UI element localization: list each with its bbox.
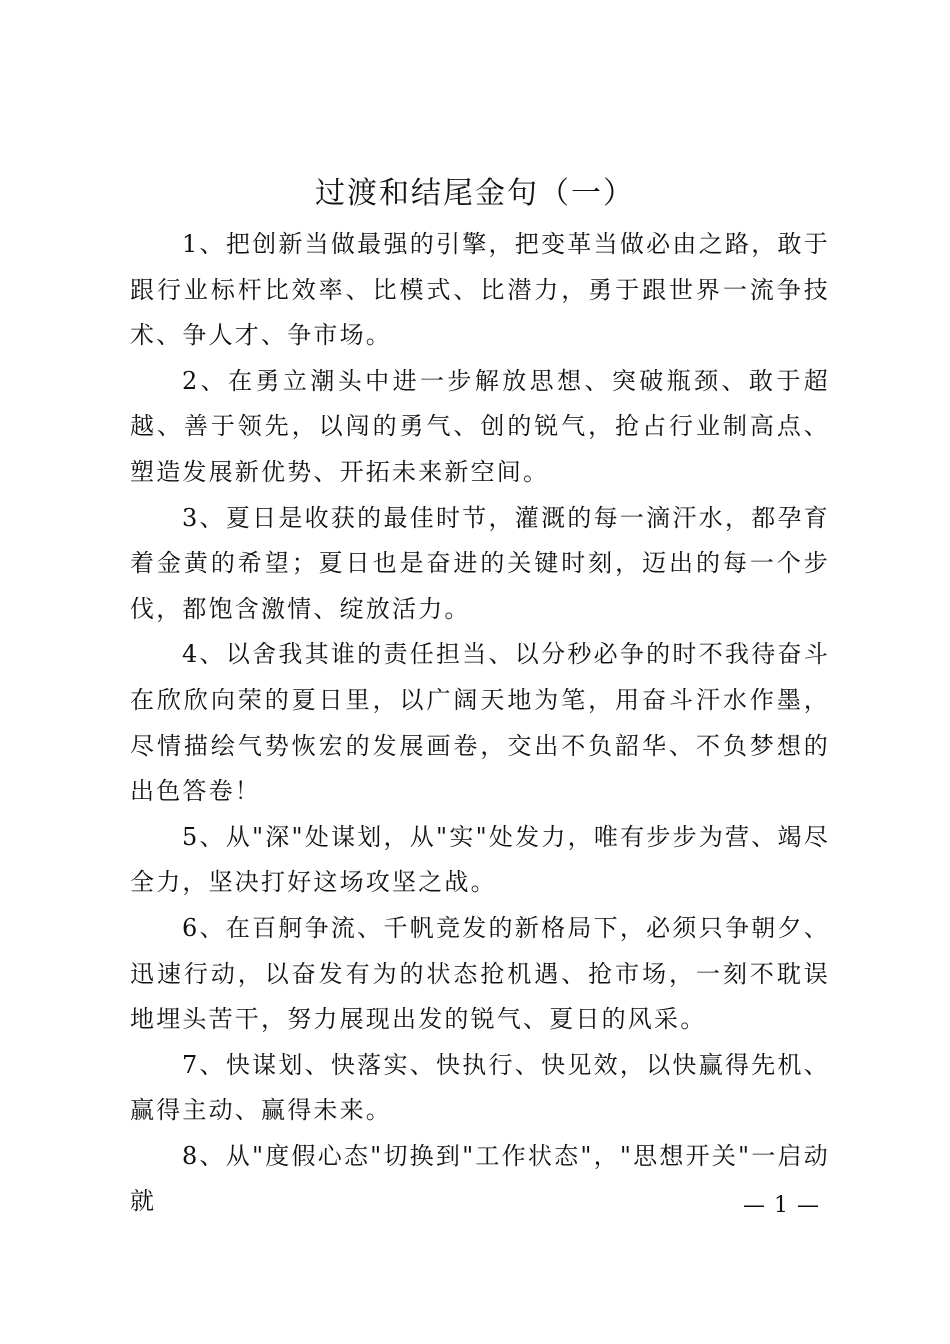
paragraph-8: 8、从"度假心态"切换到"工作状态"，"思想开关"一启动就 bbox=[130, 1141, 830, 1216]
paragraph-1: 1、把创新当做最强的引擎，把变革当做必由之路，敢于跟行业标杆比效率、比模式、比潜力，勇于跟世界一流争技术、争人才、争市场。 bbox=[130, 230, 830, 350]
paragraph-2: 2、在勇立潮头中进一步解放思想、突破瓶颈、敢于超越、善于领先，以闯的勇气、创的锐气，抢占行业制高点、塑造发展新优势、开拓未来新空间。 bbox=[130, 366, 830, 486]
page-number: — 1 — bbox=[743, 1193, 820, 1218]
document-title: 过渡和结尾金句（一） bbox=[315, 176, 635, 211]
paragraph-6: 6、在百舸争流、千帆竞发的新格局下，必须只争朝夕、迅速行动，以奋发有为的状态抢机遇、抢市场，一刻不耽误地埋头苦干，努力展现出发的锐气、夏日的风采。 bbox=[130, 913, 830, 1034]
document-body bbox=[130, 222, 830, 1225]
paragraph-7: 7、快谋划、快落实、快执行、快见效，以快赢得先机、赢得主动、赢得未来。 bbox=[130, 1050, 830, 1125]
paragraph-5: 5、从"深"处谋划，从"实"处发力，唯有步步为营、竭尽全力，坚决打好这场攻坚之战。 bbox=[130, 822, 830, 897]
paragraph-4: 4、以舍我其谁的责任担当、以分秒必争的时不我待奋斗在欣欣向荣的夏日里，以广阔天地为笔，用奋斗汗水作墨，尽情描绘气势恢宏的发展画卷，交出不负韶华、不负梦想的出色答卷！ bbox=[130, 640, 830, 806]
paragraph-3: 3、夏日是收获的最佳时节，灌溉的每一滴汗水，都孕育着金黄的希望；夏日也是奋进的关键时刻，迈出的每一个步伐，都饱含激情、绽放活力。 bbox=[130, 503, 830, 623]
